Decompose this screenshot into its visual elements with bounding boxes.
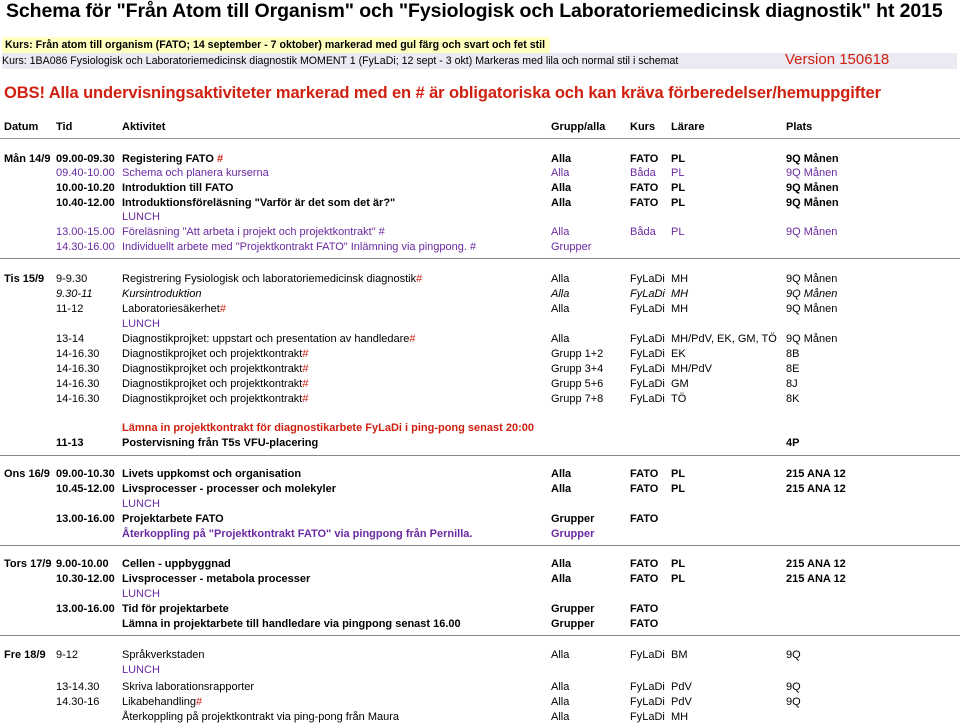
row-course: FATO: [630, 618, 659, 630]
row-activity: Diagnostikprojket och projektkontrakt#: [122, 348, 309, 360]
row-teacher: PL: [671, 558, 686, 570]
row-place: 4P: [786, 437, 800, 449]
day-divider: [0, 455, 960, 456]
row-time: 14.30-16: [56, 696, 100, 708]
row-course: FATO: [630, 182, 659, 194]
mandatory-marker: #: [302, 363, 309, 375]
row-activity: Kursintroduktion: [122, 288, 202, 300]
row-time: 14-16.30: [56, 393, 100, 405]
row-teacher: PL: [671, 167, 685, 179]
version-label: Version 150618: [785, 51, 890, 68]
row-date: Tors 17/9: [4, 558, 52, 570]
row-place: 9Q Månen: [786, 167, 838, 179]
row-activity: Diagnostikprojket och projektkontrakt#: [122, 393, 309, 405]
row-group: Grupper: [551, 618, 595, 630]
row-course: FyLaDi: [630, 696, 665, 708]
header-tid: Tid: [56, 121, 73, 133]
row-course: Båda: [630, 167, 656, 179]
row-time: 13.00-15.00: [56, 226, 115, 238]
row-place: 9Q Månen: [786, 288, 838, 300]
row-time: 9.30-11: [56, 288, 93, 300]
row-group: Alla: [551, 303, 570, 315]
row-group: Alla: [551, 226, 570, 238]
row-group: Alla: [551, 273, 570, 285]
row-activity: Lämna in projektarbete till handledare via pingpong senast 16.00: [122, 618, 461, 630]
course-line-fato-text: Kurs: Från atom till organism (FATO; 14 september - 7 oktober) markerad med gul färg och svart och fet stil: [5, 39, 546, 51]
row-place: 215 ANA 12: [786, 558, 846, 570]
header-plats: Plats: [786, 121, 813, 133]
row-group: Grupper: [551, 603, 595, 615]
row-time: 10.40-12.00: [56, 197, 115, 209]
row-date: Tis 15/9: [4, 273, 45, 285]
row-time: 9-12: [56, 649, 79, 661]
mandatory-marker: #: [196, 696, 203, 708]
row-activity: LUNCH: [122, 664, 160, 676]
row-place: 9Q: [786, 681, 801, 693]
header-aktivitet: Aktivitet: [122, 121, 166, 133]
row-teacher: MH/PdV, EK, GM, TÖ: [671, 333, 777, 345]
row-course: FyLaDi: [630, 378, 665, 390]
row-time: 9-9.30: [56, 273, 88, 285]
row-time: 13-14.30: [56, 681, 100, 693]
row-course: FATO: [630, 153, 659, 165]
row-teacher: PdV: [671, 681, 692, 693]
row-teacher: MH: [671, 288, 689, 300]
row-time: 14-16.30: [56, 363, 100, 375]
row-activity: Återkoppling på "Projektkontrakt FATO" via pingpong från Pernilla.: [122, 528, 473, 540]
row-activity: Livets uppkomst och organisation: [122, 468, 302, 480]
row-teacher: PL: [671, 468, 686, 480]
row-activity: Lämna in projektkontrakt för diagnostikarbete FyLaDi i ping-pong senast 20:00: [122, 422, 534, 434]
page-title: Schema för "Från Atom till Organism" och "Fysiologisk och Laboratoriemedicinsk diagnostik" ht 2015: [6, 0, 943, 22]
row-activity: Diagnostikprojket och projektkontrakt#: [122, 363, 309, 375]
row-teacher: PL: [671, 153, 686, 165]
row-date: Mån 14/9: [4, 153, 51, 165]
row-teacher: EK: [671, 348, 686, 360]
row-activity: Schema och planera kurserna: [122, 167, 269, 179]
row-time: 14-16.30: [56, 348, 100, 360]
row-activity: LUNCH: [122, 211, 160, 223]
row-time: 10.45-12.00: [56, 483, 115, 495]
row-teacher: PL: [671, 573, 686, 585]
row-course: FyLaDi: [630, 711, 665, 723]
row-activity: Cellen - uppbyggnad: [122, 558, 231, 570]
row-teacher: MH: [671, 711, 689, 723]
row-group: Grupper: [551, 513, 595, 525]
row-activity: Återkoppling på projektkontrakt via ping-pong från Maura: [122, 711, 399, 723]
row-course: FyLaDi: [630, 363, 665, 375]
row-course: FyLaDi: [630, 333, 665, 345]
row-activity: Introduktion till FATO: [122, 182, 234, 194]
row-time: 13-14: [56, 333, 85, 345]
row-date: Ons 16/9: [4, 468, 50, 480]
header-larare: Lärare: [671, 121, 705, 133]
header-datum: Datum: [4, 121, 39, 133]
row-teacher: TÖ: [671, 393, 687, 405]
mandatory-marker: #: [302, 393, 309, 405]
row-course: Båda: [630, 226, 656, 238]
row-teacher: MH: [671, 273, 689, 285]
row-teacher: MH: [671, 303, 689, 315]
row-place: 8J: [786, 378, 798, 390]
row-teacher: BM: [671, 649, 688, 661]
row-activity: Postervisning från T5s VFU-placering: [122, 437, 319, 449]
header-grupp: Grupp/alla: [551, 121, 606, 133]
row-place: 9Q: [786, 696, 801, 708]
row-course: FATO: [630, 573, 659, 585]
row-time: 9.00-10.00: [56, 558, 109, 570]
row-teacher: PL: [671, 483, 686, 495]
row-place: 9Q Månen: [786, 303, 838, 315]
row-course: FyLaDi: [630, 393, 665, 405]
row-group: Grupp 7+8: [551, 393, 604, 405]
row-group: Alla: [551, 468, 572, 480]
course-line-fato: [2, 37, 550, 53]
row-group: Alla: [551, 182, 572, 194]
row-time: 09.40-10.00: [56, 167, 115, 179]
row-activity: Livsprocesser - processer och molekyler: [122, 483, 336, 495]
row-activity: Språkverkstaden: [122, 649, 205, 661]
row-group: Alla: [551, 711, 570, 723]
row-activity: Registering FATO #: [122, 153, 224, 165]
row-group: Alla: [551, 197, 572, 209]
row-group: Alla: [551, 167, 570, 179]
row-time: 14.30-16.00: [56, 241, 115, 253]
row-group: Grupper: [551, 528, 595, 540]
row-group: Grupp 1+2: [551, 348, 604, 360]
row-group: Alla: [551, 573, 572, 585]
row-teacher: PdV: [671, 696, 692, 708]
row-activity: Föreläsning "Att arbeta i projekt och projektkontrakt" #: [122, 226, 385, 238]
row-group: Alla: [551, 681, 570, 693]
row-time: 14-16.30: [56, 378, 100, 390]
row-place: 9Q Månen: [786, 333, 838, 345]
row-group: Alla: [551, 333, 570, 345]
course-line-fyladi-text: Kurs: 1BA086 Fysiologisk och Laboratoriemedicinsk diagnostik MOMENT 1 (FyLaDi; 12 sept - 3 okt) Markeras med lila och normal stil i schemat: [2, 55, 679, 67]
row-teacher: GM: [671, 378, 689, 390]
mandatory-marker: #: [409, 333, 416, 345]
mandatory-marker: #: [302, 378, 309, 390]
row-place: 9Q Månen: [786, 226, 838, 238]
row-group: Alla: [551, 649, 570, 661]
row-time: 13.00-16.00: [56, 513, 115, 525]
row-date: Fre 18/9: [4, 649, 46, 661]
day-divider: [0, 635, 960, 636]
row-activity: Diagnostikprojket och projektkontrakt#: [122, 378, 309, 390]
row-teacher: MH/PdV: [671, 363, 712, 375]
row-time: 10.00-10.20: [56, 182, 115, 194]
row-group: Alla: [551, 696, 570, 708]
day-divider: [0, 258, 960, 259]
row-course: FyLaDi: [630, 303, 665, 315]
row-course: FyLaDi: [630, 649, 665, 661]
row-teacher: PL: [671, 182, 686, 194]
row-place: 9Q Månen: [786, 153, 839, 165]
row-activity: Diagnostikprojket: uppstart och presentation av handledare#: [122, 333, 416, 345]
header-rule: [0, 138, 960, 139]
row-activity: LUNCH: [122, 498, 160, 510]
obs-note: OBS! Alla undervisningsaktiviteter markerad med en # är obligatoriska och kan kräva förberedelser/hemuppgifter: [4, 84, 881, 102]
row-place: 9Q Månen: [786, 197, 839, 209]
row-activity: Laboratoriesäkerhet#: [122, 303, 226, 315]
row-activity: Introduktionsföreläsning "Varför är det som det är?": [122, 197, 396, 209]
row-place: 8B: [786, 348, 800, 360]
row-time: 10.30-12.00: [56, 573, 115, 585]
row-activity: Tid för projektarbete: [122, 603, 229, 615]
row-place: 8K: [786, 393, 800, 405]
row-group: Grupp 3+4: [551, 363, 604, 375]
row-time: 11-12: [56, 303, 84, 315]
course-line-fyladi: [2, 53, 957, 69]
row-course: FATO: [630, 558, 659, 570]
row-place: 9Q Månen: [786, 273, 838, 285]
mandatory-marker: #: [416, 273, 423, 285]
row-activity: Individuellt arbete med "Projektkontrakt FATO" Inlämning via pingpong. #: [122, 241, 477, 253]
row-course: FATO: [630, 513, 659, 525]
row-group: Alla: [551, 153, 572, 165]
row-group: Alla: [551, 558, 572, 570]
row-course: FATO: [630, 603, 659, 615]
row-place: 215 ANA 12: [786, 468, 846, 480]
row-course: FyLaDi: [630, 273, 665, 285]
row-place: 215 ANA 12: [786, 483, 846, 495]
row-place: 215 ANA 12: [786, 573, 846, 585]
header-kurs: Kurs: [630, 121, 656, 133]
row-group: Grupper: [551, 241, 592, 253]
mandatory-marker: #: [213, 153, 224, 165]
row-place: 9Q Månen: [786, 182, 839, 194]
row-time: 11-13: [56, 437, 84, 449]
row-activity: Projektarbete FATO: [122, 513, 224, 525]
row-place: 8E: [786, 363, 800, 375]
day-divider: [0, 545, 960, 546]
row-course: FyLaDi: [630, 288, 665, 300]
row-time: 09.00-09.30: [56, 153, 115, 165]
row-time: 09.00-10.30: [56, 468, 115, 480]
row-teacher: PL: [671, 197, 686, 209]
row-group: Alla: [551, 483, 572, 495]
row-course: FATO: [630, 483, 659, 495]
mandatory-marker: #: [302, 348, 309, 360]
row-group: Grupp 5+6: [551, 378, 604, 390]
row-course: FyLaDi: [630, 681, 665, 693]
row-course: FATO: [630, 468, 659, 480]
row-time: 13.00-16.00: [56, 603, 115, 615]
row-teacher: PL: [671, 226, 685, 238]
row-activity: LUNCH: [122, 588, 160, 600]
row-activity: Livsprocesser - metabola processer: [122, 573, 311, 585]
row-activity: Skriva laborationsrapporter: [122, 681, 255, 693]
row-activity: LUNCH: [122, 318, 160, 330]
row-place: 9Q: [786, 649, 801, 661]
row-activity: Registrering Fysiologisk och laboratoriemedicinsk diagnostik#: [122, 273, 423, 285]
row-activity: Likabehandling#: [122, 696, 203, 708]
row-course: FATO: [630, 197, 659, 209]
mandatory-marker: #: [219, 303, 226, 315]
row-group: Alla: [551, 288, 570, 300]
row-course: FyLaDi: [630, 348, 665, 360]
